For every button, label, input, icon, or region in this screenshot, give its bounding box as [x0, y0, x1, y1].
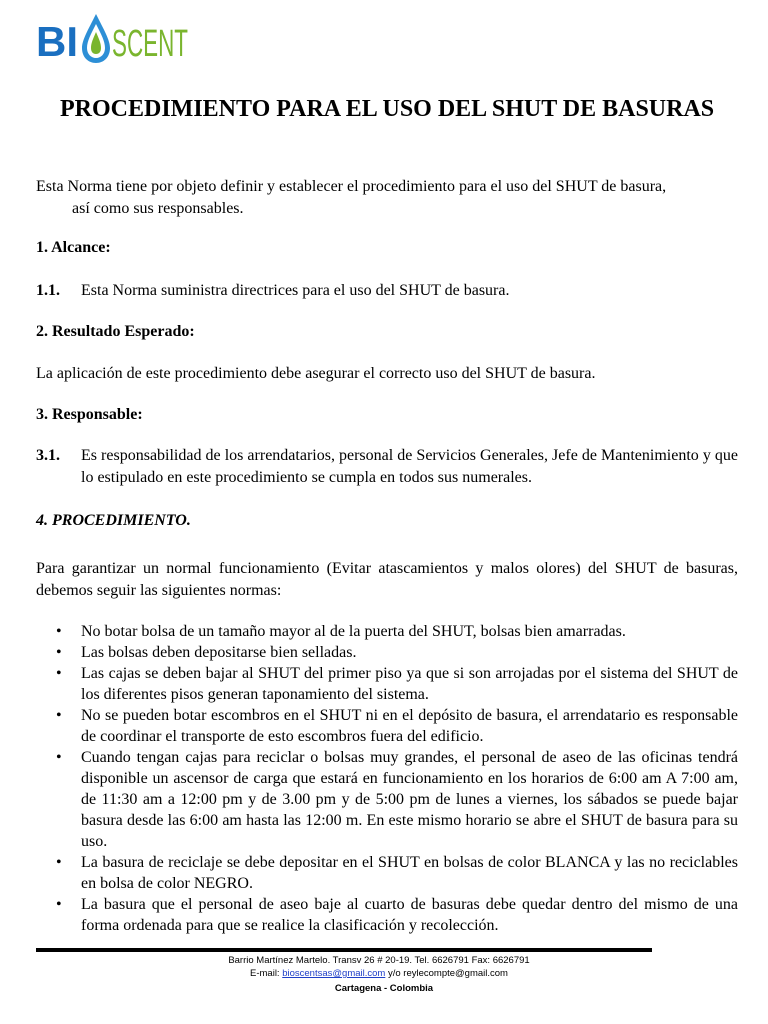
logo-text-scent: SCENT: [112, 23, 188, 65]
item-number: 3.1.: [36, 447, 60, 464]
item-text: Esta Norma suministra directrices para el uso del SHUT de basura.: [81, 282, 510, 299]
section-resultado-heading: 2. Resultado Esperado:: [36, 323, 195, 340]
section-alcance-item: [36, 280, 738, 302]
footer-city: Cartagena - Colombia: [334, 983, 434, 994]
section-resultado-text: La aplicación de este procedimiento debe asegurar el correcto uso del SHUT de basura.: [36, 365, 596, 382]
email-alt: y/o reylecompte@gmail.com: [385, 968, 508, 979]
intro-paragraph: [36, 176, 738, 220]
list-item: • La basura que el personal de aseo baje al cuarto de basuras debe quedar dentro del mismo de una forma ordenada para que se realice la clasificación y recolección.: [52, 894, 738, 936]
email-link[interactable]: bioscentsas@gmail.com: [282, 968, 386, 979]
norms-list: [52, 621, 738, 936]
intro-line-2: así como sus responsables.: [72, 200, 244, 217]
list-item: • La basura de reciclaje se debe depositar en el SHUT en bolsas de color BLANCA y las no reciclables en bolsa de color NEGRO.: [52, 852, 738, 894]
list-item: • No se pueden botar escombros en el SHUT ni en el depósito de basura, el arrendatario es responsable de coordinar el transporte de esto escombros fuera del edificio.: [52, 705, 738, 747]
section-responsable-item: [36, 445, 738, 489]
bioscent-logo: [36, 10, 196, 68]
list-item: • Cuando tengan cajas para reciclar o bolsas muy grandes, el personal de aseo de las oficinas tendrá disponible un ascensor de carga que estará en funcionamiento en los horarios de 6:00 am A 7:00 am, de 11:30 am a 12:00 pm y de 3.00 pm y de 5:00 pm de lunes a viernes, los sábados se puede bajar basura desde las 6:00 am hasta las 12:00 m. En este mismo horario se abre el SHUT de basura para su uso.: [52, 747, 738, 852]
section-alcance-heading: 1. Alcance:: [36, 239, 111, 256]
email-label: E-mail:: [250, 968, 283, 979]
section-procedimiento-heading: 4. PROCEDIMIENTO.: [36, 512, 191, 529]
water-drop-icon: [82, 14, 110, 63]
footer-divider: [36, 948, 652, 952]
section-responsable-heading: 3. Responsable:: [36, 406, 143, 423]
footer-email-line: [0, 968, 763, 979]
list-item: • Las cajas se deben bajar al SHUT del primer piso ya que si son arrojadas por el sistema del SHUT de los diferentes pisos generan taponamiento del sistema.: [52, 663, 738, 705]
bioscent-logo-graphic: [36, 10, 196, 68]
footer-address: Barrio Martínez Martelo. Transv 26 # 20-19. Tel. 6626791 Fax: 6626791: [228, 955, 530, 966]
section-procedimiento-intro: Para garantizar un normal funcionamiento (Evitar atascamientos y malos olores) del SHUT de basuras, debemos seguir las siguientes normas:: [36, 560, 738, 599]
logo-text-bi: BI: [36, 18, 78, 65]
intro-line-1: Esta Norma tiene por objeto definir y establecer el procedimiento para el uso del SHUT de basura,: [36, 178, 667, 195]
page-title: PROCEDIMIENTO PARA EL USO DEL SHUT DE BASURAS: [60, 96, 715, 122]
item-number: 1.1.: [36, 282, 60, 299]
list-item: • Las bolsas deben depositarse bien selladas.: [52, 642, 738, 663]
item-text: Es responsabilidad de los arrendatarios, personal de Servicios Generales, Jefe de Mantenimiento y que lo estipulado en este procedimiento se cumpla en todos sus numerales.: [81, 447, 738, 486]
list-item: • No botar bolsa de un tamaño mayor al de la puerta del SHUT, bolsas bien amarradas.: [52, 621, 738, 642]
